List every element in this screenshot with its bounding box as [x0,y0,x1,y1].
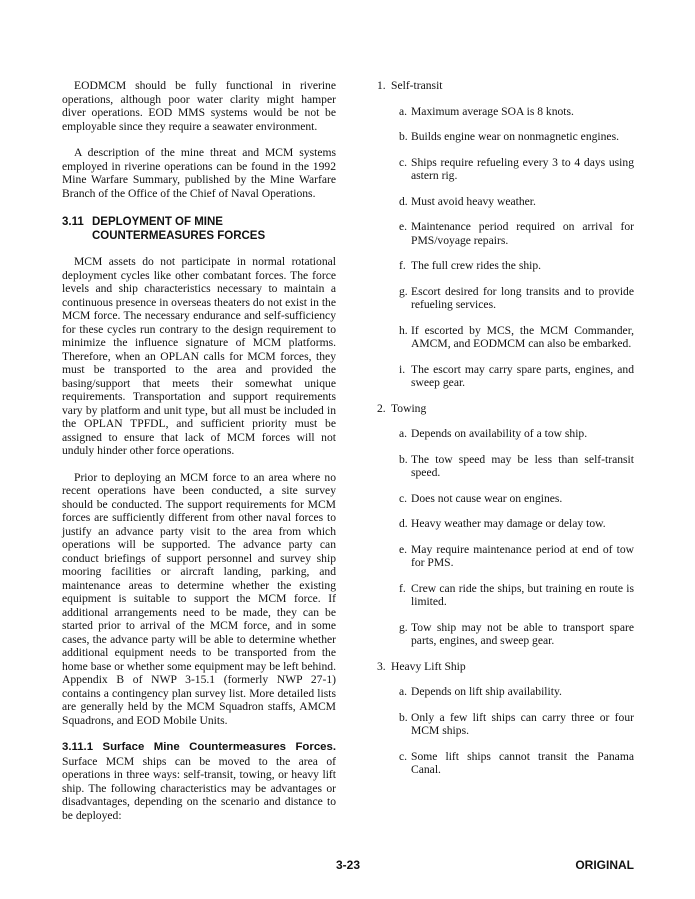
subsection-title: 3.11.1 Surface Mine Countermeasures Forces. [62,741,336,753]
list-item: g. Tow ship may not be able to transport spare parts, engines, and sweep gear. [399,620,634,647]
list-item: f. The full crew rides the ship. [399,259,542,272]
subsection-body: Surface MCM ships can be moved to the area of operations in three ways: self-transit, towing, or heavy lift ship. The following characteristics may be advantages or disadvantages, depending on the scenario and distance to be deployed: [62,754,336,822]
list-title: Self-transit [391,79,443,92]
list-item: c. Some lift ships cannot transit the Panama Canal. [399,749,634,776]
list-item: c. Does not cause wear on engines. [399,491,563,505]
section-title-line2: COUNTERMEASURES FORCES [92,229,266,242]
paragraph: Prior to deploying an MCM force to an area where no recent operations have been conducted, a site survey should be conducted. The support requirements for MCM forces are sufficiently different from other naval forces to justify an advance party visit to the area from which operations will be supported. The advance party can conduct briefings of support personnel and survey ship mooring facilities or aircraft landing, parking, and maintenance areas to determine whether the existing equipment is suitable to support the MCM force. If additional arrangements need to be made, they can be started prior to arrival of the MCM force, and in some cases, the advance party will be able to determine whether additional equipment needs to be transported from the home base or whether some equipment may be left behind. Appendix B of NWP 3-15.1 (formerly NWP 27-1) contains a contingency plan survey list. More detailed lists are generally held by the MCM Squadron staffs, AMCM Squadrons, and EOD Mobile Units. [62,470,336,727]
list-item: a. Depends on availability of a tow ship. [399,427,588,440]
list-item: c. Ships require refueling every 3 to 4 days using astern rig. [399,155,634,182]
list-number: 3. [377,659,386,673]
list-item: e. Maintenance period required on arrival for PMS/voyage repairs. [399,220,634,247]
paragraph: MCM assets do not participate in normal rotational deployment cycles like other combatant forces. The force levels and ship characteristics necessary to maintain a continuous presence in overseas theaters do not exist in the MCM force. The necessary endurance and self-sufficiency for these cycles run contrary to the design requirement to minimize the influence signature of MCM platforms. Therefore, when an OPLAN calls for MCM forces, they must be transported to the area and provided the basing/support that meets their somewhat unique requirements. Transportation and support requirements vary by platform and unit type, but all must be included in the OPLAN TPFDL, and sufficient priority must be assigned to ensure that lack of MCM forces will not unduly hinder other force operations. [62,255,336,457]
list-item: d. Heavy weather may damage or delay tow. [399,517,606,530]
list-number: 1. [377,79,386,92]
list-item: a. Depends on lift ship availability. [399,685,562,698]
page-status: ORIGINAL [575,858,634,872]
list-group-towing [377,402,634,416]
page-number: 3-23 [336,858,361,872]
list-title: Towing [391,401,427,415]
list-group-self-transit [377,79,634,93]
section-heading [62,216,336,243]
list-item: i. The escort may carry spare parts, engines, and sweep gear. [399,362,634,389]
right-column [377,79,634,789]
list-item: f. Crew can ride the ships, but training en route is limited. [399,581,634,608]
list-item: b. Only a few lift ships can carry three or four MCM ships. [399,710,634,737]
list-item: d. Must avoid heavy weather. [399,194,536,208]
list-title: Heavy Lift Ship [391,659,466,673]
list-item: g. Escort desired for long transits and to provide refueling services. [399,284,634,311]
list-number: 2. [377,401,386,415]
list-item: b. Builds engine wear on nonmagnetic engines. [399,130,619,143]
section-title-line1: DEPLOYMENT OF MINE [92,216,223,228]
paragraph: A description of the mine threat and MCM systems employed in riverine operations can be found in the 1992 Mine Warfare Summary, published by the Mine Warfare Branch of the Office of the Chief of Naval Operations. [62,146,336,200]
left-column [62,79,336,822]
subsection-paragraph [62,740,336,822]
section-number: 3.11 [62,216,84,228]
list-item: a. Maximum average SOA is 8 knots. [399,104,574,118]
list-item: e. May require maintenance period at end of tow for PMS. [399,542,634,569]
list-group-heavy-lift [377,660,634,674]
list-item: h. If escorted by MCS, the MCM Commander, AMCM, and EODMCM can also be embarked. [399,323,634,350]
paragraph: EODMCM should be fully functional in riverine operations, although poor water clarity might hamper diver operations. EOD MMS systems would be not be employable since they require a seawater environment. [62,79,336,133]
list-item: b. The tow speed may be less than self-transit speed. [399,452,634,479]
